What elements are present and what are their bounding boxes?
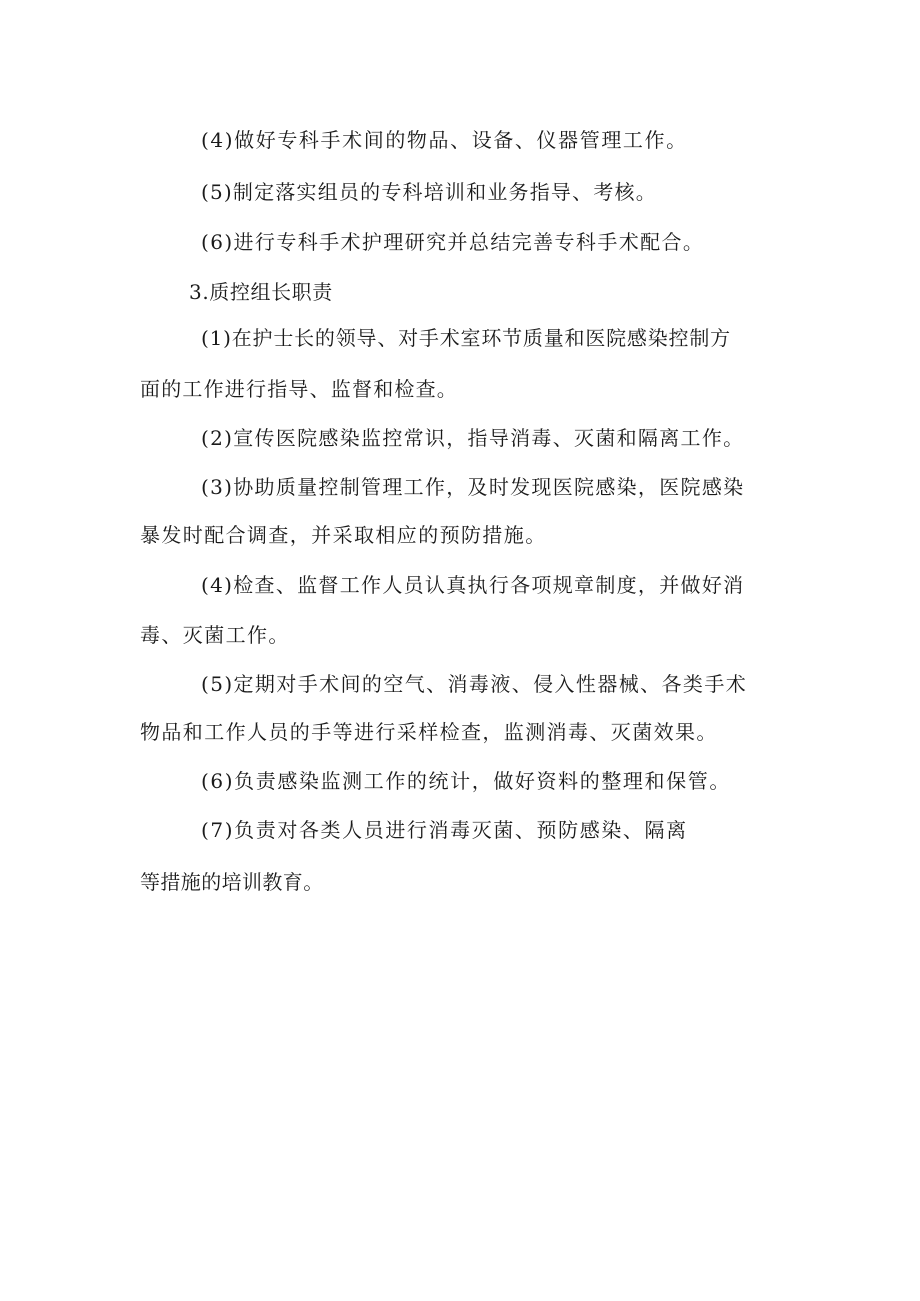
qc-item-6: (6)负责感染监测工作的统计，做好资料的整理和保管。 [201,769,731,793]
qc-item-4-line-1: (4)检查、监督工作人员认真执行各项规章制度，并做好消 [201,573,745,597]
item-6-nursing-research: (6)进行专科手术护理研究并总结完善专科手术配合。 [201,230,705,254]
qc-item-4-line-2: 毒、灭菌工作。 [140,623,290,647]
qc-item-5-line-2: 物品和工作人员的手等进行采样检查，监测消毒、灭菌效果。 [140,720,718,744]
qc-item-7-line-1: (7)负责对各类人员进行消毒灭菌、预防感染、隔离 [201,818,688,842]
qc-item-5-line-1: (5)定期对手术间的空气、消毒液、侵入性器械、各类手术 [201,672,748,696]
qc-item-7-line-2: 等措施的培训教育。 [140,870,324,894]
qc-item-3-line-1: (3)协助质量控制管理工作，及时发现医院感染，医院感染 [201,475,745,499]
qc-item-2: (2)宣传医院感染监控常识，指导消毒、灭菌和隔离工作。 [201,426,745,450]
item-5-training-assessment: (5)制定落实组员的专科培训和业务指导、考核。 [201,180,657,204]
qc-item-1-line-2: 面的工作进行指导、监督和检查。 [140,377,458,401]
qc-item-1-line-1: (1)在护士长的领导、对手术室环节质量和医院感染控制方 [201,326,731,350]
section-heading-quality-control-leader: 3.质控组长职责 [189,280,333,304]
qc-item-3-line-2: 暴发时配合调查，并采取相应的预防措施。 [140,523,547,547]
item-4-equipment-management: (4)做好专科手术间的物品、设备、仪器管理工作。 [201,128,688,152]
